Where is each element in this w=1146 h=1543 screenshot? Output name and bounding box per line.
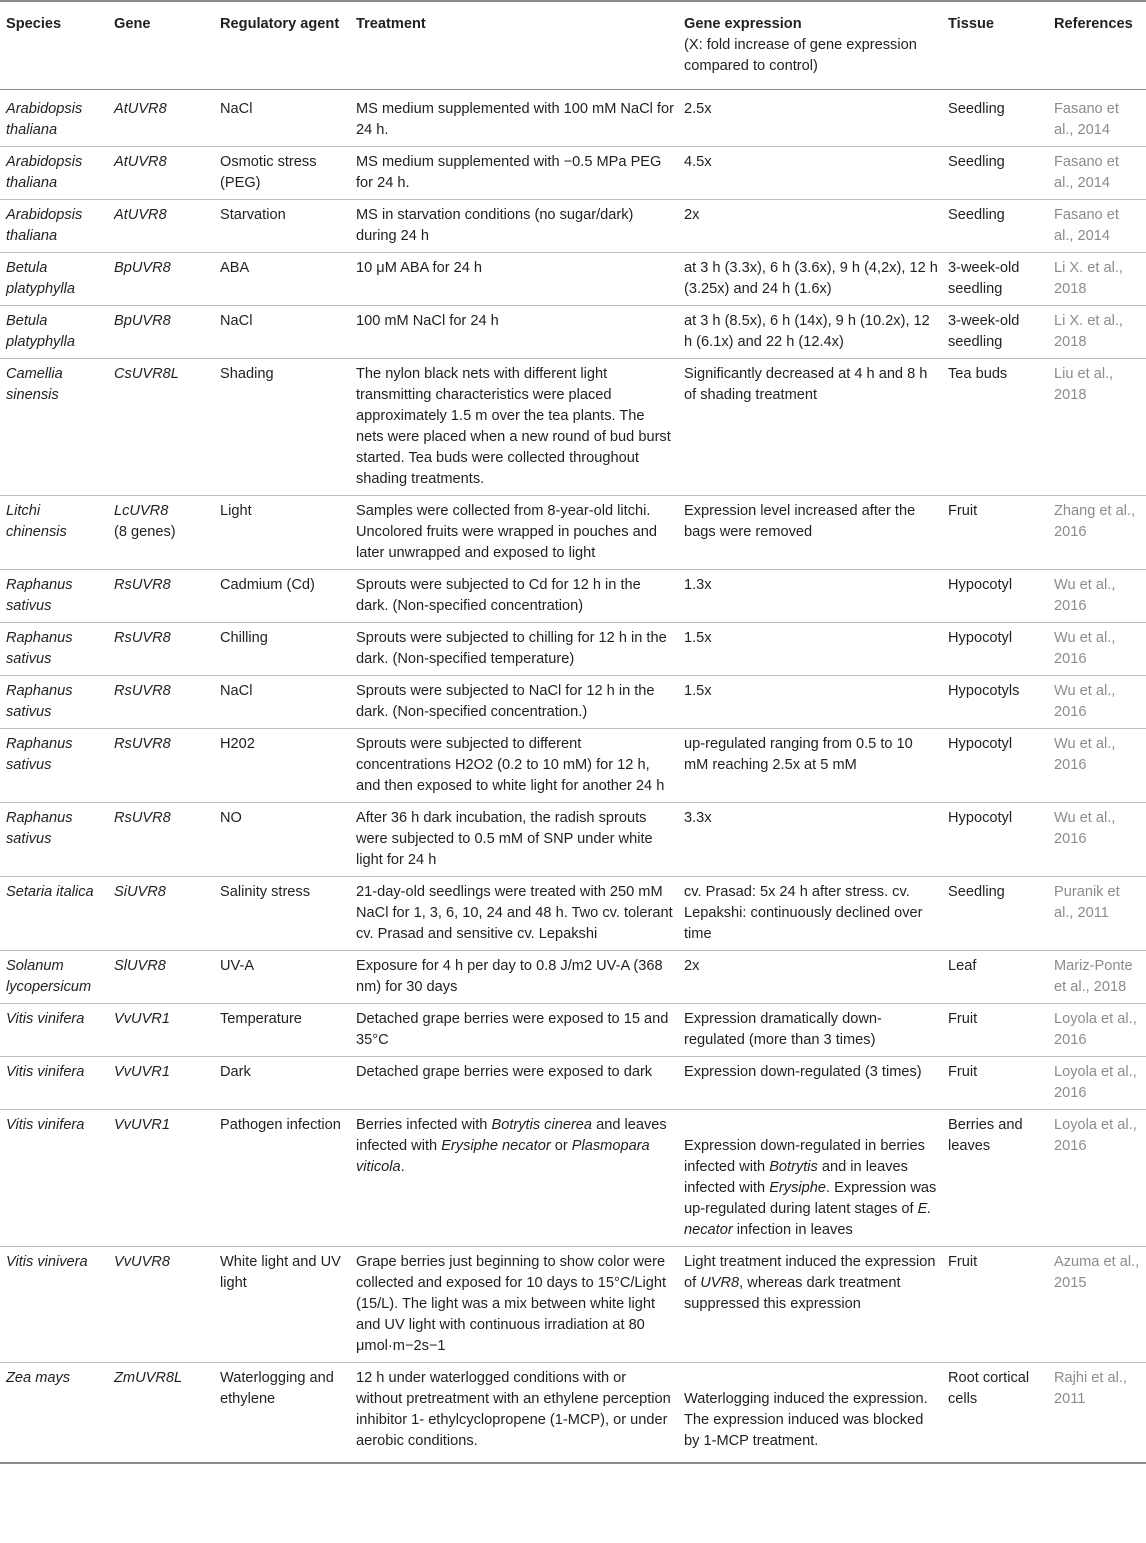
treatment-cell: Sprouts were subjected to different concentrations H2O2 (0.2 to 10 mM) for 12 h, and then exposed to white light for another 24 h	[356, 736, 665, 794]
tissue-cell: Root cortical cells	[948, 1370, 1030, 1407]
table-row	[0, 90, 1146, 147]
header-gene-expression	[678, 1, 942, 90]
agent-cell: Pathogen infection	[220, 1117, 341, 1133]
tissue-cell: Seedling	[948, 207, 1005, 223]
treatment-text: and leaves infected with	[356, 1117, 667, 1154]
species-cell: Betula platyphylla	[6, 313, 75, 350]
gene-cell: BpUVR8	[114, 260, 171, 276]
agent-cell: NaCl	[220, 313, 253, 329]
tissue-cell: Hypocotyl	[948, 577, 1013, 593]
expression-cell	[678, 1110, 942, 1247]
gene-cell: SlUVR8	[114, 958, 166, 974]
reference-cell: Zhang et al., 2016	[1054, 503, 1136, 540]
expression-text: Light treatment induced the expression of	[684, 1254, 936, 1291]
tissue-cell: Hypocotyl	[948, 810, 1013, 826]
species-cell: Vitis vinivera	[6, 1254, 88, 1270]
species-cell: Raphanus sativus	[6, 736, 73, 773]
species-cell: Raphanus sativus	[6, 683, 73, 720]
tissue-cell: Fruit	[948, 1011, 978, 1027]
reference-cell: Fasano et al., 2014	[1054, 101, 1119, 138]
expression-cell: 2x	[684, 958, 700, 974]
treatment-cell: 100 mM NaCl for 24 h	[356, 313, 499, 329]
species-cell: Raphanus sativus	[6, 810, 73, 847]
agent-cell: H202	[220, 736, 255, 752]
pathogen-name: Plasmopara viticola	[356, 1138, 650, 1175]
expression-cell: Expression down-regulated (3 times)	[684, 1064, 922, 1080]
expression-cell: Expression dramatically down-regulated (more than 3 times)	[684, 1011, 882, 1048]
agent-cell: Osmotic stress (PEG)	[220, 154, 317, 191]
species-cell: Litchi chinensis	[6, 503, 67, 540]
reference-cell: Fasano et al., 2014	[1054, 207, 1119, 244]
species-cell: Arabidopsis thaliana	[6, 101, 83, 138]
tissue-cell: Fruit	[948, 1064, 978, 1080]
species-cell: Vitis vinifera	[6, 1064, 85, 1080]
treatment-cell: 12 h under waterlogged conditions with or without pretreatment with an ethylene perception inhibitor 1- ethylcyclopropene (1-MCP), or under aerobic conditions.	[356, 1370, 671, 1449]
expression-cell: Expression level increased after the bags were removed	[684, 503, 916, 540]
species-cell: Arabidopsis thaliana	[6, 154, 83, 191]
agent-cell: Salinity stress	[220, 884, 311, 900]
gene-cell: VvUVR1	[114, 1064, 170, 1080]
agent-cell: Temperature	[220, 1011, 302, 1027]
species-cell: Setaria italica	[6, 884, 94, 900]
treatment-text: Berries infected with	[356, 1117, 492, 1133]
tissue-cell: Seedling	[948, 154, 1005, 170]
table-header-row	[0, 1, 1146, 90]
tissue-cell: Fruit	[948, 503, 978, 519]
reference-cell: Wu et al., 2016	[1054, 810, 1116, 847]
header-species: Species	[6, 16, 62, 32]
gene-name: UVR8	[700, 1275, 740, 1291]
header-tissue: Tissue	[948, 16, 994, 32]
treatment-cell: Detached grape berries were exposed to 15 and 35°C	[356, 1011, 669, 1048]
treatment-cell: 21-day-old seedlings were treated with 250 mM NaCl for 1, 3, 6, 10, 24 and 48 h. Two cv. tolerant cv. Prasad and sensitive cv. Lepakshi	[356, 884, 673, 942]
tissue-cell: 3-week-old seedling	[948, 313, 1020, 350]
agent-cell: Dark	[220, 1064, 251, 1080]
gene-cell: VvUVR1	[114, 1117, 170, 1133]
agent-cell: Light	[220, 503, 252, 519]
pathogen-name: Botrytis	[769, 1159, 818, 1175]
species-cell: Solanum lycopersicum	[6, 958, 92, 995]
gene-cell: CsUVR8L	[114, 366, 179, 382]
expression-text: Waterlogging induced the expression.	[684, 1391, 928, 1407]
gene-cell: AtUVR8	[114, 154, 167, 170]
species-cell: Vitis vinifera	[6, 1011, 85, 1027]
gene-cell: AtUVR8	[114, 101, 167, 117]
species-cell: Raphanus sativus	[6, 630, 73, 667]
gene-cell	[108, 496, 214, 570]
tissue-cell: Hypocotyls	[948, 683, 1020, 699]
gene-cell: RsUVR8	[114, 736, 171, 752]
tissue-cell: Hypocotyl	[948, 630, 1013, 646]
treatment-cell: 10 μM ABA for 24 h	[356, 260, 483, 276]
treatment-cell: Detached grape berries were exposed to dark	[356, 1064, 653, 1080]
expression-cell: at 3 h (8.5x), 6 h (14x), 9 h (10.2x), 12 h (6.1x) and 22 h (12.4x)	[684, 313, 930, 350]
species-cell: Betula platyphylla	[6, 260, 75, 297]
gene-cell: SiUVR8	[114, 884, 166, 900]
reference-cell: Fasano et al., 2014	[1054, 154, 1119, 191]
species-cell: Vitis vinifera	[6, 1117, 85, 1133]
expression-cell: up-regulated ranging from 0.5 to 10 mM reaching 2.5x at 5 mM	[684, 736, 913, 773]
tissue-cell: Seedling	[948, 101, 1005, 117]
table-row	[0, 147, 1146, 200]
expression-text: . Expression was up-regulated during latent stages of	[684, 1180, 937, 1217]
species-cell: Zea mays	[6, 1370, 71, 1386]
tissue-cell: Tea buds	[948, 366, 1008, 382]
table-row	[0, 253, 1146, 306]
pathogen-name: Erysiphe necator	[441, 1138, 551, 1154]
table-row	[0, 877, 1146, 951]
pathogen-name: E. necator	[684, 1201, 932, 1238]
header-gene-expression-label: Gene expression	[684, 16, 802, 32]
agent-cell: Shading	[220, 366, 274, 382]
agent-cell: UV-A	[220, 958, 255, 974]
expression-cell: 4.5x	[684, 154, 712, 170]
expression-cell: 1.5x	[684, 630, 712, 646]
agent-cell: White light and UV light	[220, 1254, 341, 1291]
tissue-cell: Berries and leaves	[948, 1117, 1023, 1154]
tissue-cell: Hypocotyl	[948, 736, 1013, 752]
reference-cell: Wu et al., 2016	[1054, 683, 1116, 720]
agent-cell: Cadmium (Cd)	[220, 577, 315, 593]
table-row	[0, 803, 1146, 877]
tissue-cell: Fruit	[948, 1254, 978, 1270]
expression-cell: cv. Prasad: 5x 24 h after stress. cv. Lepakshi: continuously declined over time	[684, 884, 923, 942]
header-treatment: Treatment	[356, 16, 426, 32]
expression-cell	[678, 1247, 942, 1363]
table-row	[0, 200, 1146, 253]
expression-text: The expression induced was blocked by 1-MCP treatment.	[684, 1412, 924, 1449]
reference-cell: Puranik et al., 2011	[1054, 884, 1120, 921]
expression-cell: Significantly decreased at 4 h and 8 h of shading treatment	[684, 366, 928, 403]
reference-cell: Wu et al., 2016	[1054, 577, 1116, 614]
table-row	[0, 306, 1146, 359]
tissue-cell: Seedling	[948, 884, 1005, 900]
table-row	[0, 1363, 1146, 1464]
expression-text: , whereas dark treatment suppressed this expression	[684, 1275, 901, 1312]
expression-cell: 3.3x	[684, 810, 712, 826]
table-row	[0, 1110, 1146, 1247]
reference-cell: Liu et al., 2018	[1054, 366, 1114, 403]
gene-cell: RsUVR8	[114, 810, 171, 826]
expression-text: and in leaves infected with	[684, 1159, 908, 1196]
gene-cell: VvUVR1	[114, 1011, 170, 1027]
agent-cell: NaCl	[220, 683, 253, 699]
table-row	[0, 951, 1146, 1004]
expression-cell: 2.5x	[684, 101, 712, 117]
expression-cell: at 3 h (3.3x), 6 h (3.6x), 9 h (4,2x), 12 h (3.25x) and 24 h (1.6x)	[684, 260, 938, 297]
table-row	[0, 1247, 1146, 1363]
gene-name: LcUVR8	[114, 503, 169, 519]
expression-cell: 1.5x	[684, 683, 712, 699]
expression-text: Expression down-regulated in berries infected with	[684, 1138, 925, 1175]
agent-cell: ABA	[220, 260, 250, 276]
gene-cell: ZmUVR8L	[114, 1370, 183, 1386]
table-row	[0, 676, 1146, 729]
treatment-cell: MS in starvation conditions (no sugar/dark) during 24 h	[356, 207, 634, 244]
treatment-cell: Grape berries just beginning to show color were collected and exposed for 10 days to 15°C/Light (15/L). The light was a mix between white light and UV light with continuous irradiation at 80 μmol·m−2s−1	[356, 1254, 667, 1354]
agent-cell: Waterlogging and ethylene	[220, 1370, 334, 1407]
treatment-cell: Sprouts were subjected to Cd for 12 h in the dark. (Non-specified concentration)	[356, 577, 641, 614]
table-row	[0, 1004, 1146, 1057]
expression-cell	[678, 1363, 942, 1464]
treatment-cell: Samples were collected from 8-year-old litchi. Uncolored fruits were wrapped in pouches and later unwrapped and exposed to light	[356, 503, 657, 561]
pathogen-name: Erysiphe	[769, 1180, 826, 1196]
tissue-cell: 3-week-old seedling	[948, 260, 1020, 297]
reference-cell: Rajhi et al., 2011	[1054, 1370, 1128, 1407]
tissue-cell: Leaf	[948, 958, 977, 974]
species-cell: Camellia sinensis	[6, 366, 63, 403]
treatment-cell	[350, 1110, 678, 1247]
reference-cell: Li X. et al., 2018	[1054, 260, 1123, 297]
expression-text: infection in leaves	[732, 1222, 853, 1238]
agent-cell: NaCl	[220, 101, 253, 117]
header-regulatory-agent: Regulatory agent	[220, 16, 340, 32]
treatment-cell: MS medium supplemented with 100 mM NaCl for 24 h.	[356, 101, 674, 138]
gene-cell: AtUVR8	[114, 207, 167, 223]
expression-cell: 2x	[684, 207, 700, 223]
reference-cell: Mariz-Ponte et al., 2018	[1054, 958, 1133, 995]
agent-cell: Starvation	[220, 207, 286, 223]
gene-cell: RsUVR8	[114, 630, 171, 646]
table-row	[0, 359, 1146, 496]
treatment-cell: Sprouts were subjected to chilling for 12 h in the dark. (Non-specified temperature)	[356, 630, 667, 667]
gene-cell: BpUVR8	[114, 313, 171, 329]
reference-cell: Loyola et al., 2016	[1054, 1011, 1137, 1048]
header-references: References	[1054, 16, 1133, 32]
reference-cell: Wu et al., 2016	[1054, 630, 1116, 667]
expression-cell: 1.3x	[684, 577, 712, 593]
treatment-cell: The nylon black nets with different light transmitting characteristics were placed approximately 1.5 m over the tea plants. The nets were placed when a new round of bud burst started. Tea buds were collected throughout shading treatments.	[356, 366, 671, 487]
treatment-cell: Sprouts were subjected to NaCl for 12 h in the dark. (Non-specified concentration.)	[356, 683, 655, 720]
treatment-text: .	[400, 1159, 405, 1175]
gene-cell: VvUVR8	[114, 1254, 170, 1270]
table-row	[0, 1057, 1146, 1110]
agent-cell: NO	[220, 810, 242, 826]
reference-cell: Loyola et al., 2016	[1054, 1117, 1137, 1154]
gene-cell: RsUVR8	[114, 577, 171, 593]
species-cell: Arabidopsis thaliana	[6, 207, 83, 244]
pathogen-name: Botrytis cinerea	[491, 1117, 593, 1133]
reference-cell: Loyola et al., 2016	[1054, 1064, 1137, 1101]
treatment-cell: After 36 h dark incubation, the radish sprouts were subjected to 0.5 mM of SNP under white light for 24 h	[356, 810, 653, 868]
table-row	[0, 729, 1146, 803]
treatment-cell: MS medium supplemented with −0.5 MPa PEG for 24 h.	[356, 154, 662, 191]
reference-cell: Li X. et al., 2018	[1054, 313, 1123, 350]
table-row	[0, 623, 1146, 676]
treatment-text: or	[550, 1138, 572, 1154]
reference-cell: Wu et al., 2016	[1054, 736, 1116, 773]
reference-cell: Azuma et al., 2015	[1054, 1254, 1140, 1291]
table-row	[0, 570, 1146, 623]
table-row	[0, 496, 1146, 570]
species-cell: Raphanus sativus	[6, 577, 73, 614]
header-gene: Gene	[114, 16, 151, 32]
treatment-cell: Exposure for 4 h per day to 0.8 J/m2 UV-A (368 nm) for 30 days	[356, 958, 663, 995]
header-gene-expression-note: (X: fold increase of gene expression compared to control)	[684, 37, 917, 74]
agent-cell: Chilling	[220, 630, 268, 646]
gene-note: (8 genes)	[114, 524, 176, 540]
gene-cell: RsUVR8	[114, 683, 171, 699]
